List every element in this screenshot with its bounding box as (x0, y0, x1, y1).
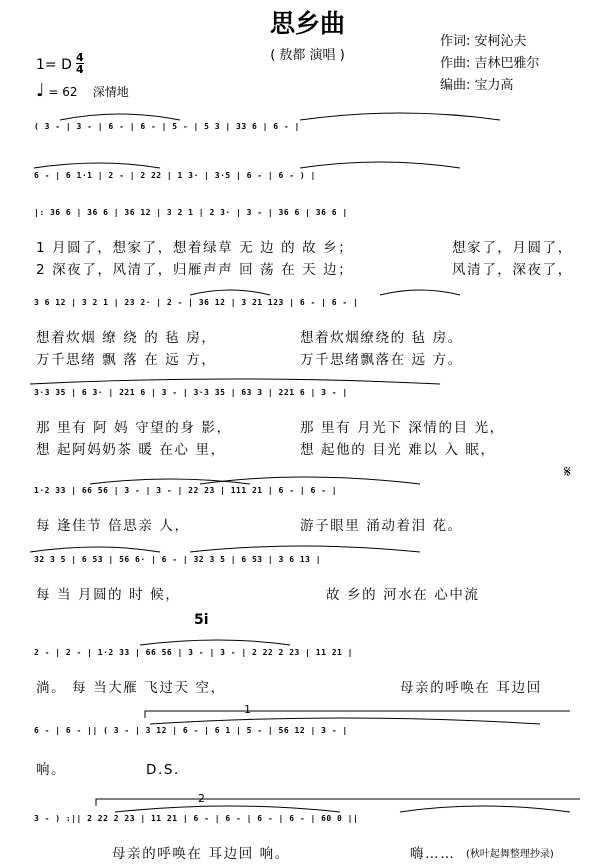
lyric-row-3b: 2 深夜了，风清了，归雁声声 回 荡 在 天 边； (36, 262, 354, 278)
composer-credit: 作曲: 吉林巴雅尔 (440, 56, 540, 71)
lyricist-credit: 作词: 安柯沁夫 (440, 34, 527, 49)
notation-row-3: |: 36 6 | 36 6 | 36 12 | 3 2 1 | 2 3· | 3 - | 36 6 | 36 6 | (34, 208, 348, 217)
lyric-row-3a: 1 月圆了，想家了，想着绿草 无 边 的 故 乡； (36, 240, 354, 256)
segno-icon: 𝄋 (564, 462, 571, 481)
lyric-row-5a: 那 里有 阿 妈 守望的身 影， (36, 420, 232, 436)
lyric-row-5b-b: 想 起他的 目光 难以 入 眠， (300, 442, 496, 458)
arranger-credit: 编曲: 宝力高 (440, 78, 514, 93)
lyric-row-6-b: 游子眼里 涌动着泪 花。 (300, 518, 463, 534)
notation-row-4: 3 6 12 | 3 2 1 | 23 2· | 2 - | 36 12 | 3 21 123 | 6 - | 6 - | (34, 298, 359, 307)
lyric-row-5b: 想 起阿妈奶茶 暖 在心 里， (36, 442, 226, 458)
volta-2-label: 2 (198, 792, 205, 805)
lyric-row-8-b: 母亲的呼唤在 耳边回 (400, 680, 542, 696)
lyric-row-3a-b: 想家了，月圆了， (452, 240, 573, 256)
upper-notes: 5i (194, 612, 209, 628)
lyric-row-4b-b: 万千思绪飘落在 远 方。 (300, 352, 463, 368)
notation-row-7: 32 3 5 | 6 53 | 56 6· | 6 - | 32 3 5 | 6 53 | 3 6 13 | (34, 555, 322, 564)
lyric-row-9: 响。 (36, 762, 67, 778)
lyric-row-10: 母亲的呼唤在 耳边回 响。 (112, 846, 290, 862)
time-signature: 4 4 (76, 51, 84, 76)
volta-1-label: 1 (244, 703, 251, 716)
transcriber-credit: (秋叶起舞整理抄录) (466, 849, 554, 860)
notation-row-9: 6 - | 6 - || ( 3 - | 3 12 | 6 - | 6 1 | 5 - | 56 12 | 3 - | (34, 726, 348, 735)
lyric-row-5a-b: 那 里有 月光下 深情的目 光， (300, 420, 505, 436)
notation-row-10: 3 - ) :|| 2 22 2 23 | 11 21 | 6 - | 6 - | 6 - | 6 - | 60 0 || (34, 814, 359, 823)
lyric-row-10-b: 嗨…… (410, 846, 456, 862)
lyric-row-4a: 想着炊烟 缭 绕 的 毡 房， (36, 330, 217, 346)
da-segno-marking: D.S. (146, 762, 180, 778)
lyric-row-7: 每 当 月圆的 时 候， (36, 587, 181, 603)
tempo-marking: ♩ = 62 深情地 (36, 80, 129, 101)
notation-row-1: ( 3 - | 3 - | 6 - | 6 - | 5 - | 5 3 | 33 6 | 6 - | (34, 122, 300, 131)
notation-row-5: 3·3 35 | 6 3· | 221 6 | 3 - | 3·3 35 | 63 3 | 221 6 | 3 - | (34, 388, 348, 397)
performer-subtitle: ( 敖都 演唱 ) (270, 48, 345, 63)
notation-row-2: 6 - | 6 1·1 | 2 - | 2 22 | 1 3· | 3·5 | 6 - | 6 - ) | (34, 171, 316, 180)
lyric-row-8: 淌。 每 当大雁 飞过天 空， (36, 680, 226, 696)
lyric-row-7-b: 故 乡的 河水在 心中流 (326, 587, 480, 603)
key-signature: 1= D (36, 57, 72, 73)
notation-row-8: 2 - | 2 - | 1·2 33 | 66 56 | 3 - | 3 - | 2 22 2 23 | 11 21 | (34, 648, 353, 657)
lyric-row-4a-b: 想着炊烟缭绕的 毡 房。 (300, 330, 463, 346)
lyric-row-6: 每 逢佳节 倍思亲 人， (36, 518, 190, 534)
notation-row-6: 1·2 33 | 66 56 | 3 - | 3 - | 22 23 | 111 21 | 6 - | 6 - | (34, 486, 338, 495)
lyric-row-3b-b: 风清了，深夜了， (452, 262, 573, 278)
quarter-note-icon: ♩ (36, 80, 45, 101)
lyric-row-4b: 万千思绪 飘 落 在 远 方， (36, 352, 217, 368)
song-title: 思乡曲 (269, 9, 345, 38)
